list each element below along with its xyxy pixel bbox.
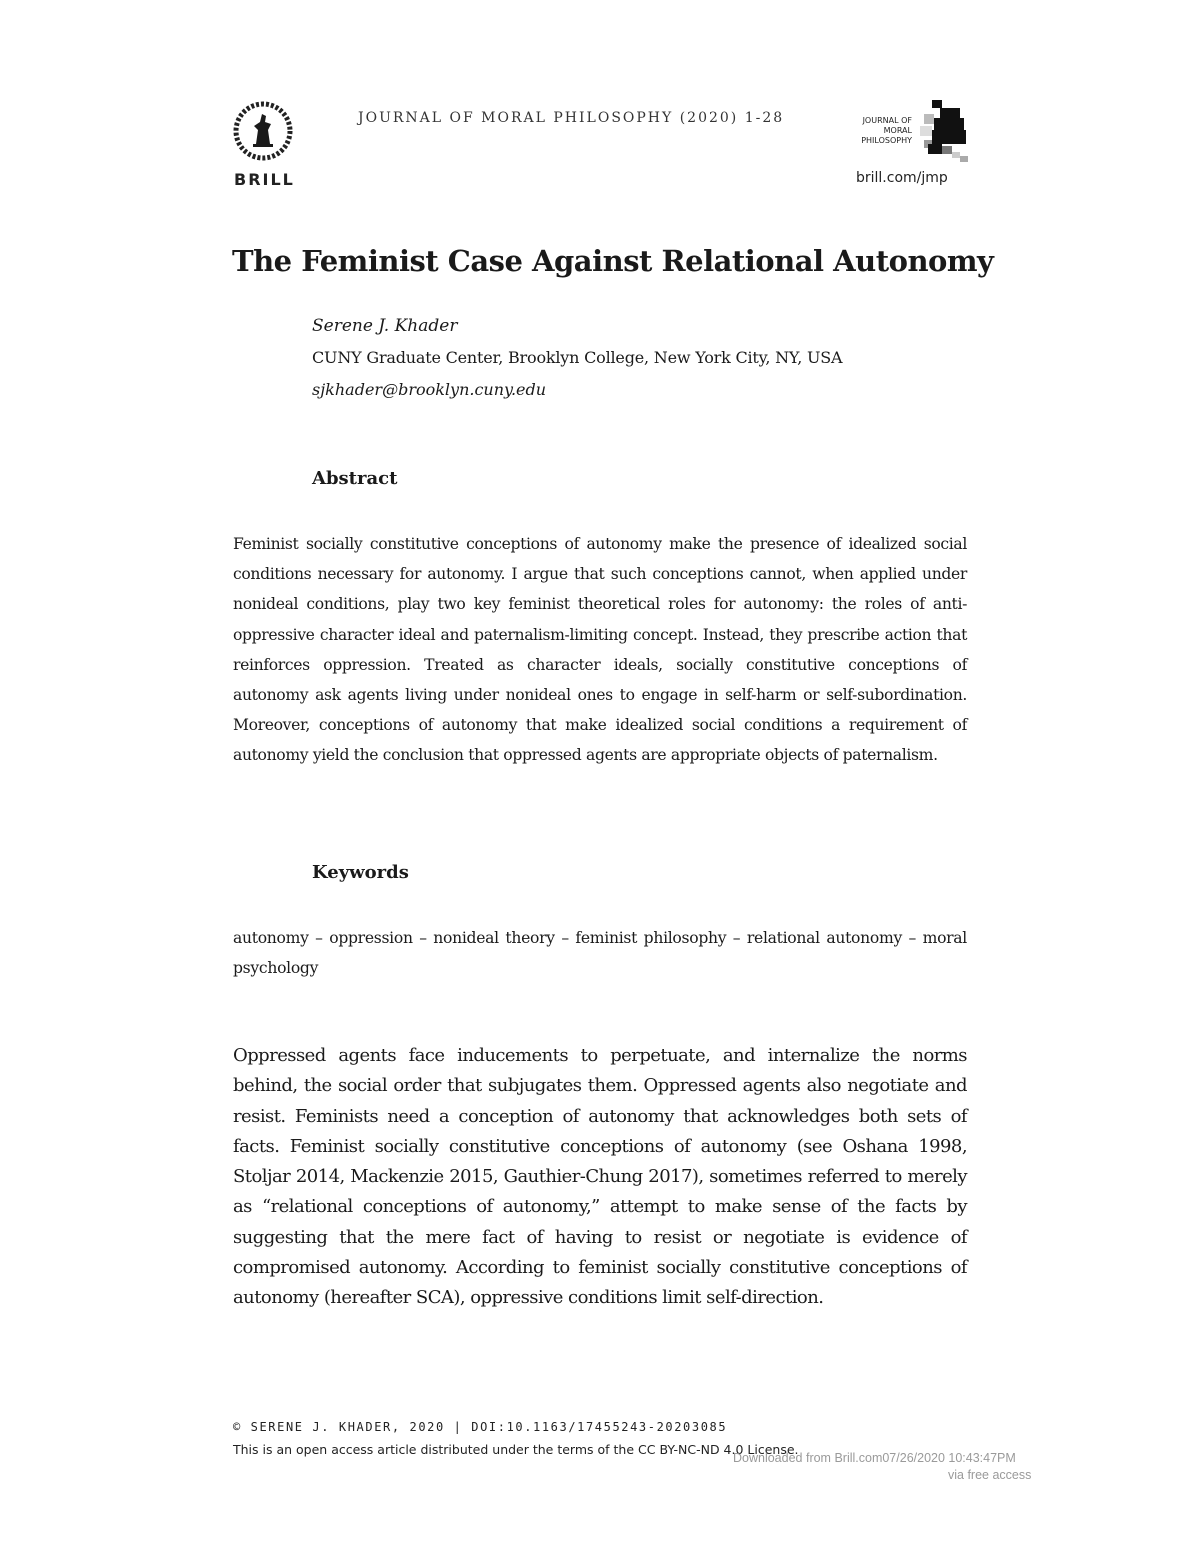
- author-affiliation: [312, 348, 842, 367]
- author-email[interactable]: sjkhader@brooklyn.cuny.edu: [312, 380, 547, 399]
- download-watermark: Downloaded from Brill.com07/26/2020 10:43:47PM: [733, 1451, 1016, 1465]
- brill-logo: [232, 100, 294, 162]
- abstract-heading: Abstract: [312, 468, 398, 489]
- journal-logo-text: [836, 116, 912, 146]
- article-title: The Feminist Case Against Relational Autonomy: [232, 244, 994, 278]
- affiliation-acronym: CUNY: [312, 348, 362, 367]
- license-note: This is an open access article distributed under the terms of the CC BY-NC-ND 4.0 License.: [233, 1442, 799, 1457]
- body-text-end: ), oppressive conditions limit self-direction.: [453, 1287, 824, 1309]
- journal-logo-mark: [918, 100, 970, 164]
- body-paragraph: [233, 1041, 967, 1314]
- affiliation-country: USA: [807, 348, 843, 367]
- copyright-line: © SERENE J. KHADER, 2020 | DOI:10.1163/17455243-20203085: [233, 1420, 728, 1434]
- affiliation-text: Graduate Center, Brooklyn College, New York City, NY,: [361, 348, 808, 367]
- abstract-text: Feminist socially constitutive conceptions of autonomy make the presence of idealized social conditions necessary for autonomy. I argue that such conceptions cannot, when applied under nonideal conditions, play two key feminist theoretical roles for autonomy: the roles of anti-oppressive character ideal and paternalism-limiting concept. Instead, they prescribe action that reinforces oppression. Treated as character ideals, socially constitutive conceptions of autonomy ask agents living under nonideal ones to engage in self-harm or self-subordination. Moreover, conceptions of autonomy that make idealized social conditions a requirement of autonomy yield the conclusion that oppressed agents are appropriate objects of paternalism.: [233, 535, 967, 765]
- body-text-start: Oppressed agents face inducements to perpetuate, and internalize the norms behind, the social order that subjugates them. Oppressed agents also negotiate and resist. Feminists need a conception of autonomy that acknowledges both sets of facts. Feminist socially constitutive conceptions of autonomy (see Oshana 1998, Stoljar 2014, Mackenzie 2015, Gauthier-Chung 2017), sometimes referred to merely as “relational conceptions of autonomy,” attempt to make sense of the facts by suggesting that the mere fact of having to resist or negotiate is evidence of compromised autonomy. According to feminist socially constitutive conceptions of autonomy (hereafter: [233, 1045, 967, 1309]
- journal-logo-line: PHILOSOPHY: [861, 136, 912, 145]
- body-abbreviation: SCA: [415, 1287, 454, 1309]
- journal-logo-line: MORAL: [883, 126, 912, 135]
- journal-logo-line: JOURNAL OF: [862, 116, 912, 125]
- keywords-heading: Keywords: [312, 862, 409, 883]
- keywords-text: autonomy – oppression – nonideal theory – feminist philosophy – relational autonomy – moral psychology: [233, 929, 967, 977]
- author-name: Serene J. Khader: [312, 316, 458, 336]
- publisher-name: BRILL: [234, 170, 295, 189]
- access-note: via free access: [948, 1468, 1032, 1482]
- journal-url[interactable]: brill.com/jmp: [856, 170, 948, 186]
- running-head: JOURNAL OF MORAL PHILOSOPHY (2020) 1-28: [358, 110, 785, 126]
